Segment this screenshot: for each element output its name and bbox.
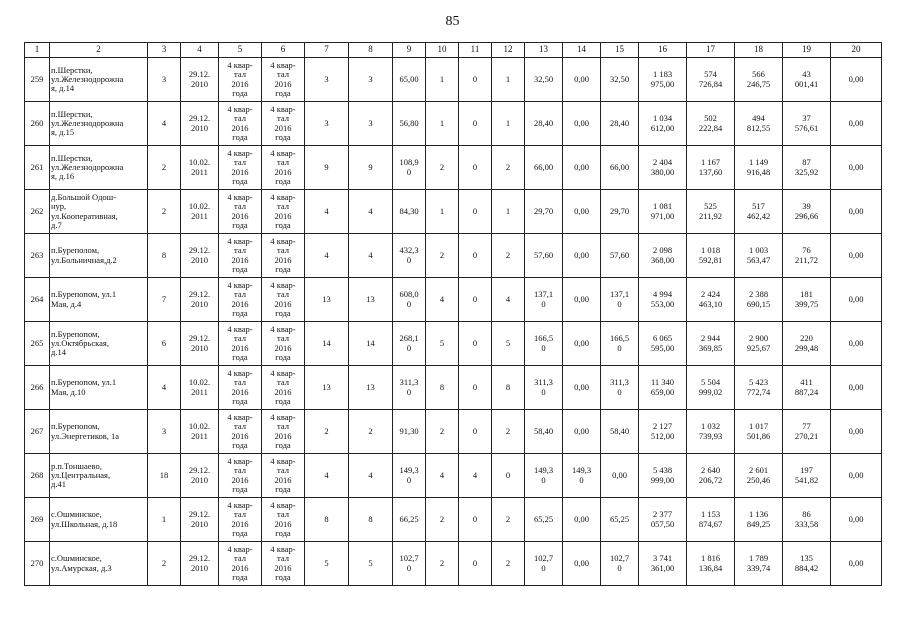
column-header: 8 [349, 43, 393, 58]
cell-c17: 1 153 874,67 [687, 498, 735, 542]
cell-c14: 0,00 [563, 366, 601, 410]
cell-c16: 5 438 999,00 [639, 454, 687, 498]
cell-c20: 0,00 [831, 278, 882, 322]
column-header: 9 [393, 43, 426, 58]
cell-addr: с.Ошминское, ул.Школьная, д.18 [50, 498, 148, 542]
cell-q1: 4 квар- тал 2016 года [219, 278, 262, 322]
cell-q1: 4 квар- тал 2016 года [219, 542, 262, 586]
cell-c19: 87 325,92 [783, 146, 831, 190]
cell-addr: п.Буреполом, ул.Больничная,д.2 [50, 234, 148, 278]
cell-c17: 502 222,84 [687, 102, 735, 146]
cell-c7: 5 [305, 542, 349, 586]
table-row [25, 454, 882, 498]
cell-c8: 13 [349, 366, 393, 410]
cell-q1: 4 квар- тал 2016 года [219, 102, 262, 146]
table-row [25, 366, 882, 410]
cell-c19: 411 887,24 [783, 366, 831, 410]
cell-c7: 13 [305, 366, 349, 410]
cell-c19: 77 270,21 [783, 410, 831, 454]
cell-c3: 1 [148, 498, 181, 542]
cell-addr: п.Бурепопом, ул.Октябрьская, д.14 [50, 322, 148, 366]
cell-c18: 5 423 772,74 [735, 366, 783, 410]
table-row [25, 190, 882, 234]
cell-c3: 2 [148, 146, 181, 190]
cell-c7: 14 [305, 322, 349, 366]
cell-c8: 4 [349, 190, 393, 234]
cell-c14: 149,3 0 [563, 454, 601, 498]
cell-c16: 3 741 361,00 [639, 542, 687, 586]
cell-date: 29.12. 2010 [181, 102, 219, 146]
cell-c8: 9 [349, 146, 393, 190]
cell-c13: 66,00 [525, 146, 563, 190]
cell-q2: 4 квар- тал 2016 года [262, 278, 305, 322]
cell-c18: 2 388 690,15 [735, 278, 783, 322]
cell-c18: 517 462,42 [735, 190, 783, 234]
cell-id: 263 [25, 234, 50, 278]
cell-id: 264 [25, 278, 50, 322]
table-row [25, 498, 882, 542]
cell-c3: 3 [148, 58, 181, 102]
cell-q1: 4 квар- тал 2016 года [219, 410, 262, 454]
cell-c3: 4 [148, 102, 181, 146]
cell-q2: 4 квар- тал 2016 года [262, 366, 305, 410]
column-header: 12 [492, 43, 525, 58]
cell-c20: 0,00 [831, 454, 882, 498]
cell-c8: 8 [349, 498, 393, 542]
cell-c12: 1 [492, 58, 525, 102]
cell-c9: 66,25 [393, 498, 426, 542]
cell-date: 10.02. 2011 [181, 366, 219, 410]
cell-c13: 137,1 0 [525, 278, 563, 322]
column-header: 5 [219, 43, 262, 58]
cell-c13: 29,70 [525, 190, 563, 234]
cell-addr: п.Шерстки, ул.Железнодорожна я, д.16 [50, 146, 148, 190]
cell-c18: 1 003 563,47 [735, 234, 783, 278]
column-header: 11 [459, 43, 492, 58]
table-row [25, 102, 882, 146]
cell-c17: 1 018 592,81 [687, 234, 735, 278]
cell-c8: 5 [349, 542, 393, 586]
table-row [25, 234, 882, 278]
cell-c15: 0,00 [601, 454, 639, 498]
cell-addr: п.Бурепопом, ул.Энергетиков, 1а [50, 410, 148, 454]
cell-c15: 58,40 [601, 410, 639, 454]
cell-c9: 608,0 0 [393, 278, 426, 322]
cell-c13: 28,40 [525, 102, 563, 146]
cell-q2: 4 квар- тал 2016 года [262, 102, 305, 146]
table-row [25, 146, 882, 190]
table-body [25, 58, 882, 586]
cell-c11: 0 [459, 146, 492, 190]
cell-c9: 102,7 0 [393, 542, 426, 586]
cell-id: 266 [25, 366, 50, 410]
cell-c20: 0,00 [831, 410, 882, 454]
cell-c10: 5 [426, 322, 459, 366]
cell-c13: 58,40 [525, 410, 563, 454]
cell-c11: 0 [459, 278, 492, 322]
cell-c9: 84,30 [393, 190, 426, 234]
cell-id: 265 [25, 322, 50, 366]
cell-c14: 0,00 [563, 322, 601, 366]
column-header: 16 [639, 43, 687, 58]
column-header: 4 [181, 43, 219, 58]
cell-c3: 2 [148, 190, 181, 234]
cell-c8: 3 [349, 102, 393, 146]
cell-c15: 137,1 0 [601, 278, 639, 322]
cell-q1: 4 квар- тал 2016 года [219, 322, 262, 366]
cell-date: 10.02. 2011 [181, 410, 219, 454]
cell-c17: 5 504 999,02 [687, 366, 735, 410]
cell-c15: 166,5 0 [601, 322, 639, 366]
cell-c16: 1 034 612,00 [639, 102, 687, 146]
table-row [25, 542, 882, 586]
cell-c11: 0 [459, 322, 492, 366]
cell-c19: 37 576,61 [783, 102, 831, 146]
cell-c10: 8 [426, 366, 459, 410]
cell-q1: 4 квар- тал 2016 года [219, 234, 262, 278]
cell-c10: 4 [426, 454, 459, 498]
cell-c15: 65,25 [601, 498, 639, 542]
cell-c18: 566 246,75 [735, 58, 783, 102]
cell-c19: 197 541,82 [783, 454, 831, 498]
cell-c20: 0,00 [831, 542, 882, 586]
cell-q1: 4 квар- тал 2016 года [219, 58, 262, 102]
cell-c9: 311,3 0 [393, 366, 426, 410]
cell-q2: 4 квар- тал 2016 года [262, 542, 305, 586]
cell-c9: 91,30 [393, 410, 426, 454]
cell-c11: 0 [459, 542, 492, 586]
column-header: 1 [25, 43, 50, 58]
cell-c14: 0,00 [563, 410, 601, 454]
column-header: 15 [601, 43, 639, 58]
cell-c9: 108,9 0 [393, 146, 426, 190]
cell-c16: 1 081 971,00 [639, 190, 687, 234]
cell-c11: 0 [459, 366, 492, 410]
column-number-row [25, 43, 882, 58]
cell-c12: 8 [492, 366, 525, 410]
cell-c14: 0,00 [563, 102, 601, 146]
column-header: 10 [426, 43, 459, 58]
cell-c10: 1 [426, 102, 459, 146]
cell-c13: 102,7 0 [525, 542, 563, 586]
cell-c9: 56,80 [393, 102, 426, 146]
cell-c17: 574 726,84 [687, 58, 735, 102]
cell-c12: 1 [492, 190, 525, 234]
cell-c14: 0,00 [563, 58, 601, 102]
cell-c17: 1 167 137,60 [687, 146, 735, 190]
cell-q2: 4 квар- тал 2016 года [262, 322, 305, 366]
column-header: 20 [831, 43, 882, 58]
cell-c14: 0,00 [563, 542, 601, 586]
cell-c18: 1 149 916,48 [735, 146, 783, 190]
cell-c8: 4 [349, 234, 393, 278]
cell-c16: 11 340 659,00 [639, 366, 687, 410]
cell-c16: 2 404 380,00 [639, 146, 687, 190]
cell-c14: 0,00 [563, 278, 601, 322]
cell-addr: р.п.Тоншаево, ул.Центральная, д.41 [50, 454, 148, 498]
cell-c19: 43 001,41 [783, 58, 831, 102]
cell-c12: 5 [492, 322, 525, 366]
cell-c18: 1 789 339,74 [735, 542, 783, 586]
cell-c12: 1 [492, 102, 525, 146]
cell-c14: 0,00 [563, 146, 601, 190]
cell-c9: 268,1 0 [393, 322, 426, 366]
cell-c18: 1 017 501,86 [735, 410, 783, 454]
cell-c7: 4 [305, 454, 349, 498]
cell-addr: п.Бурепопом, ул.1 Мая, д.4 [50, 278, 148, 322]
cell-c17: 2 944 369,85 [687, 322, 735, 366]
cell-c20: 0,00 [831, 498, 882, 542]
cell-c3: 18 [148, 454, 181, 498]
cell-c17: 1 032 739,93 [687, 410, 735, 454]
cell-id: 269 [25, 498, 50, 542]
cell-c15: 32,50 [601, 58, 639, 102]
page-number: 85 [445, 14, 460, 29]
cell-c15: 57,60 [601, 234, 639, 278]
cell-c10: 1 [426, 190, 459, 234]
cell-c9: 65,00 [393, 58, 426, 102]
cell-c15: 28,40 [601, 102, 639, 146]
cell-c3: 7 [148, 278, 181, 322]
table-row [25, 322, 882, 366]
cell-c11: 0 [459, 410, 492, 454]
cell-c20: 0,00 [831, 146, 882, 190]
cell-c16: 2 377 057,50 [639, 498, 687, 542]
cell-id: 270 [25, 542, 50, 586]
column-header: 3 [148, 43, 181, 58]
cell-c7: 3 [305, 58, 349, 102]
cell-q1: 4 квар- тал 2016 года [219, 190, 262, 234]
housing-registry-table [24, 42, 882, 586]
cell-c18: 494 812,55 [735, 102, 783, 146]
cell-c11: 0 [459, 58, 492, 102]
cell-c20: 0,00 [831, 102, 882, 146]
cell-c7: 9 [305, 146, 349, 190]
table-row [25, 278, 882, 322]
cell-c7: 4 [305, 234, 349, 278]
cell-c18: 2 601 250,46 [735, 454, 783, 498]
cell-q2: 4 квар- тал 2016 года [262, 410, 305, 454]
cell-c10: 2 [426, 410, 459, 454]
cell-c8: 14 [349, 322, 393, 366]
cell-addr: с.Ошминское, ул.Амурская, д.3 [50, 542, 148, 586]
cell-id: 260 [25, 102, 50, 146]
cell-c16: 4 994 553,00 [639, 278, 687, 322]
cell-c8: 2 [349, 410, 393, 454]
cell-c7: 13 [305, 278, 349, 322]
cell-q2: 4 квар- тал 2016 года [262, 58, 305, 102]
cell-c8: 4 [349, 454, 393, 498]
cell-c19: 220 299,48 [783, 322, 831, 366]
column-header: 17 [687, 43, 735, 58]
cell-c19: 181 399,75 [783, 278, 831, 322]
cell-addr: п.Шерстки, ул.Железнодорожна я, д.15 [50, 102, 148, 146]
cell-date: 29.12. 2010 [181, 58, 219, 102]
cell-c12: 4 [492, 278, 525, 322]
cell-c14: 0,00 [563, 190, 601, 234]
cell-c20: 0,00 [831, 58, 882, 102]
cell-addr: п.Бурепопом, ул.1 Мая, д.10 [50, 366, 148, 410]
cell-c10: 2 [426, 542, 459, 586]
cell-id: 267 [25, 410, 50, 454]
cell-c13: 57,60 [525, 234, 563, 278]
column-header: 7 [305, 43, 349, 58]
cell-addr: д.Большой Одош- нур, ул.Кооперативная, д.7 [50, 190, 148, 234]
table-row [25, 58, 882, 102]
cell-q2: 4 квар- тал 2016 года [262, 234, 305, 278]
cell-date: 29.12. 2010 [181, 454, 219, 498]
cell-c9: 432,3 0 [393, 234, 426, 278]
cell-c7: 4 [305, 190, 349, 234]
cell-c14: 0,00 [563, 234, 601, 278]
cell-q1: 4 квар- тал 2016 года [219, 366, 262, 410]
cell-c15: 29,70 [601, 190, 639, 234]
cell-c19: 86 333,58 [783, 498, 831, 542]
table-row [25, 410, 882, 454]
cell-c11: 0 [459, 498, 492, 542]
cell-c12: 2 [492, 234, 525, 278]
cell-c3: 2 [148, 542, 181, 586]
cell-c7: 2 [305, 410, 349, 454]
cell-c13: 32,50 [525, 58, 563, 102]
column-header: 13 [525, 43, 563, 58]
cell-c10: 2 [426, 234, 459, 278]
cell-c3: 3 [148, 410, 181, 454]
cell-id: 261 [25, 146, 50, 190]
cell-c17: 2 640 206,72 [687, 454, 735, 498]
cell-c13: 65,25 [525, 498, 563, 542]
cell-c12: 2 [492, 498, 525, 542]
cell-c18: 2 900 925,67 [735, 322, 783, 366]
cell-c20: 0,00 [831, 190, 882, 234]
column-header: 19 [783, 43, 831, 58]
cell-c8: 13 [349, 278, 393, 322]
cell-c11: 0 [459, 190, 492, 234]
cell-c10: 1 [426, 58, 459, 102]
cell-q2: 4 квар- тал 2016 года [262, 146, 305, 190]
cell-c20: 0,00 [831, 366, 882, 410]
cell-c20: 0,00 [831, 322, 882, 366]
cell-q1: 4 квар- тал 2016 года [219, 146, 262, 190]
cell-c14: 0,00 [563, 498, 601, 542]
cell-c7: 8 [305, 498, 349, 542]
cell-q1: 4 квар- тал 2016 года [219, 498, 262, 542]
cell-c7: 3 [305, 102, 349, 146]
cell-addr: п.Шерстки, ул.Железнодорожна я, д.14 [50, 58, 148, 102]
column-header: 2 [50, 43, 148, 58]
cell-c13: 149,3 0 [525, 454, 563, 498]
cell-c12: 0 [492, 454, 525, 498]
cell-c10: 2 [426, 498, 459, 542]
cell-id: 268 [25, 454, 50, 498]
cell-c11: 0 [459, 234, 492, 278]
cell-c11: 4 [459, 454, 492, 498]
cell-date: 29.12. 2010 [181, 234, 219, 278]
cell-c15: 66,00 [601, 146, 639, 190]
cell-q1: 4 квар- тал 2016 года [219, 454, 262, 498]
column-header: 18 [735, 43, 783, 58]
cell-date: 29.12. 2010 [181, 278, 219, 322]
cell-c20: 0,00 [831, 234, 882, 278]
cell-c8: 3 [349, 58, 393, 102]
cell-id: 262 [25, 190, 50, 234]
cell-c10: 2 [426, 146, 459, 190]
cell-c16: 2 098 368,00 [639, 234, 687, 278]
column-header: 6 [262, 43, 305, 58]
cell-c3: 6 [148, 322, 181, 366]
cell-date: 29.12. 2010 [181, 498, 219, 542]
cell-c17: 525 211,92 [687, 190, 735, 234]
cell-c19: 39 296,66 [783, 190, 831, 234]
cell-c3: 8 [148, 234, 181, 278]
cell-c12: 2 [492, 542, 525, 586]
cell-c12: 2 [492, 410, 525, 454]
cell-c13: 166,5 0 [525, 322, 563, 366]
cell-c12: 2 [492, 146, 525, 190]
cell-q2: 4 квар- тал 2016 года [262, 454, 305, 498]
cell-date: 10.02. 2011 [181, 190, 219, 234]
cell-c16: 1 183 975,00 [639, 58, 687, 102]
cell-c16: 2 127 512,00 [639, 410, 687, 454]
cell-c9: 149,3 0 [393, 454, 426, 498]
cell-c16: 6 065 595,00 [639, 322, 687, 366]
cell-c19: 135 884,42 [783, 542, 831, 586]
cell-date: 29.12. 2010 [181, 322, 219, 366]
cell-c13: 311,3 0 [525, 366, 563, 410]
cell-c15: 311,3 0 [601, 366, 639, 410]
cell-c17: 2 424 463,10 [687, 278, 735, 322]
cell-c15: 102,7 0 [601, 542, 639, 586]
cell-c17: 1 816 136,84 [687, 542, 735, 586]
cell-c11: 0 [459, 102, 492, 146]
column-header: 14 [563, 43, 601, 58]
cell-c18: 1 136 849,25 [735, 498, 783, 542]
cell-q2: 4 квар- тал 2016 года [262, 190, 305, 234]
cell-c3: 4 [148, 366, 181, 410]
cell-q2: 4 квар- тал 2016 года [262, 498, 305, 542]
cell-c19: 76 211,72 [783, 234, 831, 278]
cell-date: 29.12. 2010 [181, 542, 219, 586]
cell-id: 259 [25, 58, 50, 102]
cell-c10: 4 [426, 278, 459, 322]
cell-date: 10.02. 2011 [181, 146, 219, 190]
